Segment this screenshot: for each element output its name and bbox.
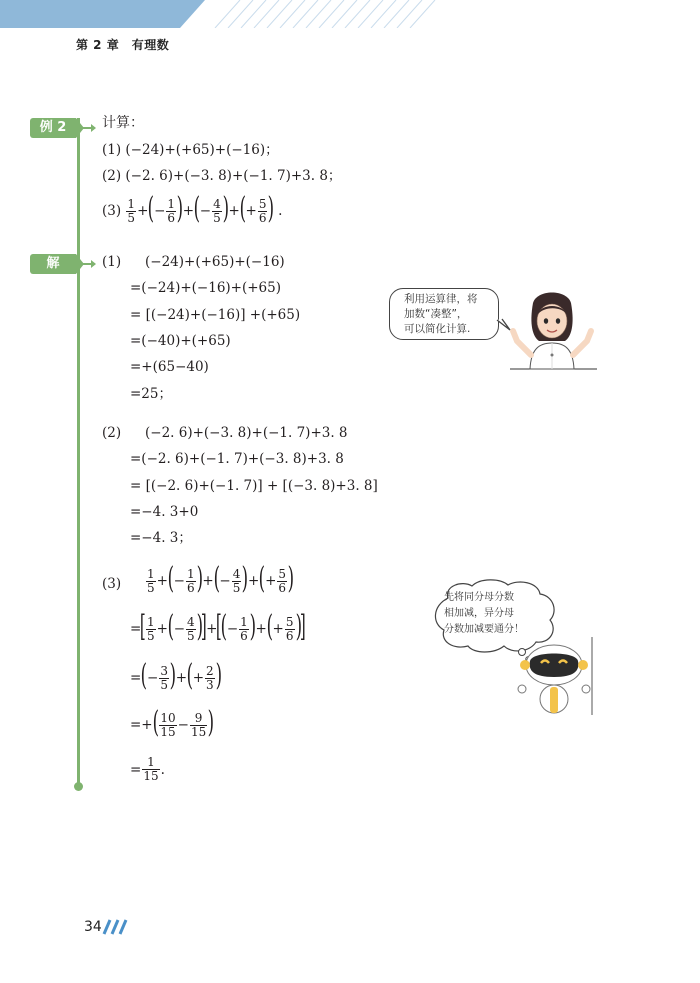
fraction: 4 5	[213, 196, 221, 225]
rail-end-dot	[74, 782, 83, 791]
fraction: 5 6	[258, 196, 267, 225]
sol2-label: (2)	[102, 425, 122, 441]
sol3-line-3: = ( − 3 5 ) + ( + 2 3 )	[130, 658, 222, 693]
sol1-label: (1)	[102, 254, 122, 270]
solution-tick	[80, 263, 92, 265]
header-band	[0, 0, 700, 28]
sol2-line-5: =−4. 3；	[130, 530, 192, 546]
sol3-line-5: = 1 15 .	[130, 755, 165, 783]
sol3-line-1: 1 5 + ( − 1 6 ) + ( − 4 5 ) + ( + 5 6 )	[147, 561, 295, 596]
sol1-line-2: =(−24)+(−16)+(+65)	[130, 280, 282, 296]
problem-1: (1) (−24)+(+65)+(−16)；	[102, 142, 279, 158]
fraction: 5 6	[285, 614, 294, 643]
solution-tag: 解	[30, 254, 76, 274]
fraction: 2 3	[206, 663, 214, 692]
fraction: 1 6	[240, 614, 248, 643]
page-slash-decoration-icon	[102, 919, 128, 935]
sol1-line-6: =25；	[130, 386, 172, 402]
chapter-heading: 第 2 章 有理数	[76, 38, 170, 52]
problem-2: (2) (−2. 6)+(−3. 8)+(−1. 7)+3. 8；	[102, 168, 342, 184]
fraction: 1 15	[143, 755, 159, 783]
problem-3-end: .	[278, 203, 283, 219]
bubble1-line-3: 可以简化计算.	[404, 323, 471, 335]
fraction: 10 15	[160, 710, 176, 739]
fraction: 9 15	[190, 710, 207, 739]
sol3-line-2: = [ 1 5 + ( − 4 5 ) ] + [ ( − 1 6 ) + ( + 5 6 ) ]	[130, 609, 307, 644]
robot-illustration-icon	[514, 637, 594, 717]
example-tick	[80, 127, 92, 129]
fraction: 1 5	[147, 566, 155, 595]
example-tag: 例 2	[30, 118, 76, 138]
bubble1-line-2: 加数“凑整”，	[404, 308, 468, 320]
sol3-line-4: =+ ( 10 15 − 9 15 )	[130, 705, 215, 740]
sol2-line-2: =(−2. 6)+(−1. 7)+(−3. 8)+3. 8	[130, 451, 344, 467]
sol1-line-5: =+(65−40)	[130, 359, 209, 375]
fraction: 4 5	[232, 566, 241, 595]
page-number: 34	[84, 919, 102, 935]
speech-bubble-girl	[389, 288, 499, 340]
sol2-line-3: = [(−2. 6)+(−1. 7)] + [(−3. 8)+3. 8]	[130, 478, 378, 494]
sol2-line-4: =−4. 3+0	[130, 504, 199, 520]
fraction: 1 6	[186, 566, 195, 595]
problem-3: (3) 1 5 + ( − 1 6 ) + ( − 4 5 ) + ( + 5 6 ) .	[102, 191, 283, 226]
problem-title: 计算：	[102, 115, 144, 131]
bubble2-line-3: 分数加减要通分！	[444, 624, 524, 635]
sol1-line-3: = [(−24)+(−16)] +(+65)	[130, 307, 301, 323]
bubble1-line-1: 利用运算律，将	[404, 293, 478, 305]
fraction: 4 5	[187, 614, 195, 643]
bubble2-line-1: 先将同分母分数	[444, 592, 514, 603]
fraction: 1 5	[147, 614, 155, 643]
fraction: 1 5	[127, 196, 136, 225]
left-rail	[77, 118, 80, 786]
fraction: 1 6	[167, 196, 176, 225]
sol1-line-1: (−24)+(+65)+(−16)	[145, 254, 285, 270]
bubble2-line-2: 相加减，异分母	[444, 608, 514, 619]
problem-3-label: (3)	[102, 203, 122, 219]
speech-bubble-robot	[444, 590, 524, 638]
sol1-line-4: =(−40)+(+65)	[130, 333, 231, 349]
fraction: 3 5	[160, 663, 168, 692]
sol3-label: (3)	[102, 576, 122, 592]
sol2-line-1: (−2. 6)+(−3. 8)+(−1. 7)+3. 8	[145, 425, 348, 441]
fraction: 5 6	[278, 566, 287, 595]
girl-illustration-icon	[505, 285, 600, 371]
